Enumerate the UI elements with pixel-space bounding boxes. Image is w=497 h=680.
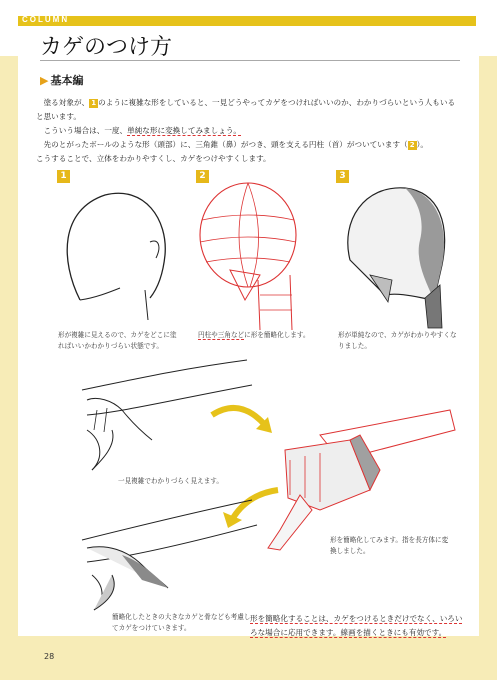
p3-pre: 先のとがったボールのような形（頭部）に、三角錐（鼻）がつき、頭を支える円柱（首）がついています（ (43, 140, 408, 149)
p2-underlined: 単純な形に変換してみましょう。 (127, 126, 242, 135)
caption-hand-3: 簡略化したときの大きなカゲと骨なども考慮してカゲをつけていきます。 (112, 613, 251, 632)
caption-figure-2-rest: に形を簡略化します。 (244, 331, 310, 339)
p3-post: ）。 (416, 140, 429, 149)
column-bar (18, 16, 476, 26)
summary-note-text: 形を簡略化することは、カゲをつけるときだけでなく、いろいろな場合に応用できます。線画を描くときにも有効です。 (250, 614, 463, 637)
paragraph-1 (36, 96, 462, 124)
caption-hand-2: 形を簡略化してみます。指を長方体に変換しました。 (330, 536, 449, 555)
caption-figure-2 (198, 330, 328, 341)
column-label: COLUMN (22, 15, 70, 24)
figure-badge-1: 1 (57, 170, 70, 183)
figure-badge-3: 3 (336, 170, 349, 183)
page-title: カゲのつけ方 (40, 35, 173, 60)
hand-construction-figure (260, 410, 460, 550)
title-divider (40, 60, 460, 61)
caption-hand-1: 一見複雑でわかりづらく見えます。 (118, 477, 223, 485)
paragraph-2 (36, 124, 462, 138)
p1-post: のように複雑な形をしていると、一見どうやってカゲをつければいいのか、わかりづらいという人もいると思います。 (36, 98, 456, 121)
head-shaded-figure (330, 180, 470, 330)
page-number: 28 (44, 652, 55, 661)
frame-left (0, 56, 18, 656)
section-heading-text: 基本編 (50, 74, 84, 87)
figure-badge-2: 2 (196, 170, 209, 183)
frame-right (479, 56, 497, 656)
inline-badge-1: 1 (89, 99, 98, 108)
summary-note (250, 612, 470, 640)
frame-bottom (0, 636, 497, 680)
section-heading (40, 72, 83, 88)
paragraph-3 (36, 138, 462, 152)
caption-figure-2-underlined: 円柱や三角など (198, 331, 245, 339)
p2-pre: こういう場合は、一度、 (43, 126, 128, 135)
caption-figure-3: 形が単純なので、カゲがわかりやすくなりました。 (338, 331, 457, 350)
inline-badge-2: 2 (408, 141, 417, 150)
head-construction-figure (190, 180, 330, 330)
caption-figure-1: 形が複雑に見えるので、カゲをどこに塗ればいいかわかりづらい状態です。 (58, 331, 177, 350)
p1-pre: 塗る対象が、 (43, 98, 90, 107)
head-sketch-figure (50, 180, 190, 330)
paragraph-4: こうすることで、立体をわかりやすくし、カゲをつけやすくします。 (36, 154, 271, 163)
triangle-icon: ▶ (40, 74, 49, 87)
body-text (36, 96, 462, 166)
hand-shaded-figure (82, 500, 262, 610)
